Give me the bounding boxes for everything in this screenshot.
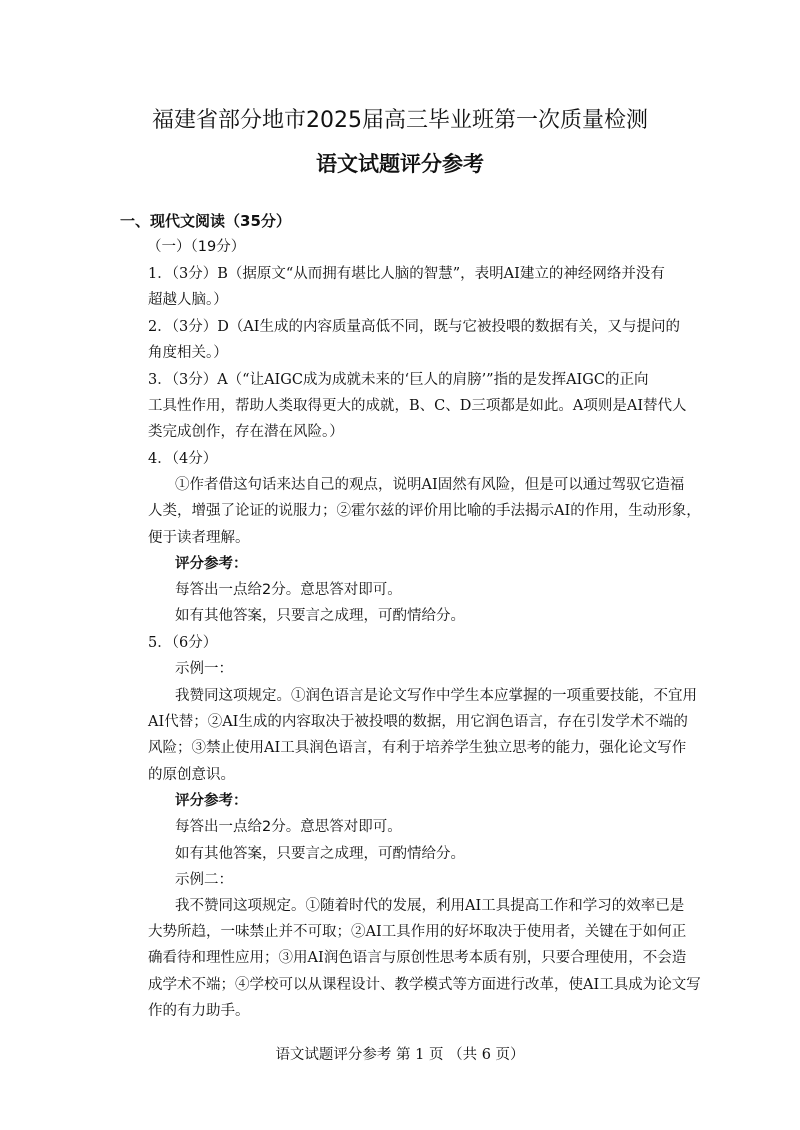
document-title: 福建省部分地市2025届高三毕业班第一次质量检测 [152, 108, 648, 133]
answer-line: 的原创意识。 [148, 767, 235, 783]
answer-line: 2．（3分）D（AI生成的内容质量高低不同，既与它被投喂的数据有关，又与提问的 [148, 319, 681, 335]
answer-line: 1．（3分）B（据原文“从而拥有堪比人脑的智慧”，表明AI建立的神经网络并没有 [148, 266, 665, 282]
scoring-heading: 评分参考： [175, 556, 248, 572]
answer-line: 工具性作用，帮助人类取得更大的成就，B、C、D三项都是如此。A项则是AI替代人 [148, 398, 687, 414]
answer-line: 人类，增强了论证的说服力；②霍尔兹的评价用比喻的手法揭示AI的作用，生动形象， [148, 503, 701, 519]
scoring-line: 如有其他答案，只要言之成理，可酌情给分。 [175, 608, 465, 624]
answer-line: 作的有力助手。 [148, 1003, 250, 1019]
section-heading: 一、现代文阅读（35分） [120, 212, 291, 230]
answer-line: 4．（4分） [148, 451, 218, 467]
answer-line: 确看待和理性应用；③用AI润色语言与原创性思考本质有别，只要合理使用，不会造 [148, 950, 687, 966]
example-heading: 示例二： [175, 872, 233, 888]
answer-line: 3．（3分）A（“让AIGC成为成就未来的‘巨人的肩膀’”指的是发挥AIGC的正向 [148, 372, 649, 388]
answer-line: 风险；③禁止使用AI工具润色语言，有利于培养学生独立思考的能力，强化论文写作 [148, 740, 687, 756]
answer-line: 大势所趋，一味禁止并不可取；②AI工具作用的好坏取决于使用者，关键在于如何正 [148, 924, 687, 940]
answer-line: ①作者借这句话来达自己的观点，说明AI固然有风险，但是可以通过驾驭它造福 [175, 477, 685, 493]
answer-line: 5．（6分） [148, 635, 218, 651]
answer-line: AI代替；②AI生成的内容取决于被投喂的数据，用它润色语言，存在引发学术不端的 [148, 714, 688, 730]
answer-line: 类完成创作，存在潜在风险。） [148, 424, 344, 440]
answer-line: 成学术不端；④学校可以从课程设计、教学模式等方面进行改革，使AI工具成为论文写 [148, 977, 701, 993]
page-footer: 语文试题评分参考 第 1 页 （共 6 页） [275, 1047, 525, 1063]
scoring-line: 每答出一点给2分。意思答对即可。 [175, 582, 402, 598]
scoring-line: 如有其他答案，只要言之成理，可酌情给分。 [175, 846, 465, 862]
scoring-line: 每答出一点给2分。意思答对即可。 [175, 819, 402, 835]
answer-line: 便于读者理解。 [148, 530, 250, 546]
scoring-heading: 评分参考： [175, 793, 248, 809]
answer-line: 角度相关。） [148, 345, 228, 361]
answer-line: 超越人脑。） [148, 292, 228, 308]
answer-line: 我赞同这项规定。①润色语言是论文写作中学生本应掌握的一项重要技能，不宜用 [175, 688, 697, 704]
subsection-heading: （一）（19分） [147, 239, 246, 255]
document-subtitle: 语文试题评分参考 [316, 152, 484, 176]
example-heading: 示例一： [175, 661, 233, 677]
answer-line: 我不赞同这项规定。①随着时代的发展，利用AI工具提高工作和学习的效率已是 [175, 898, 685, 914]
